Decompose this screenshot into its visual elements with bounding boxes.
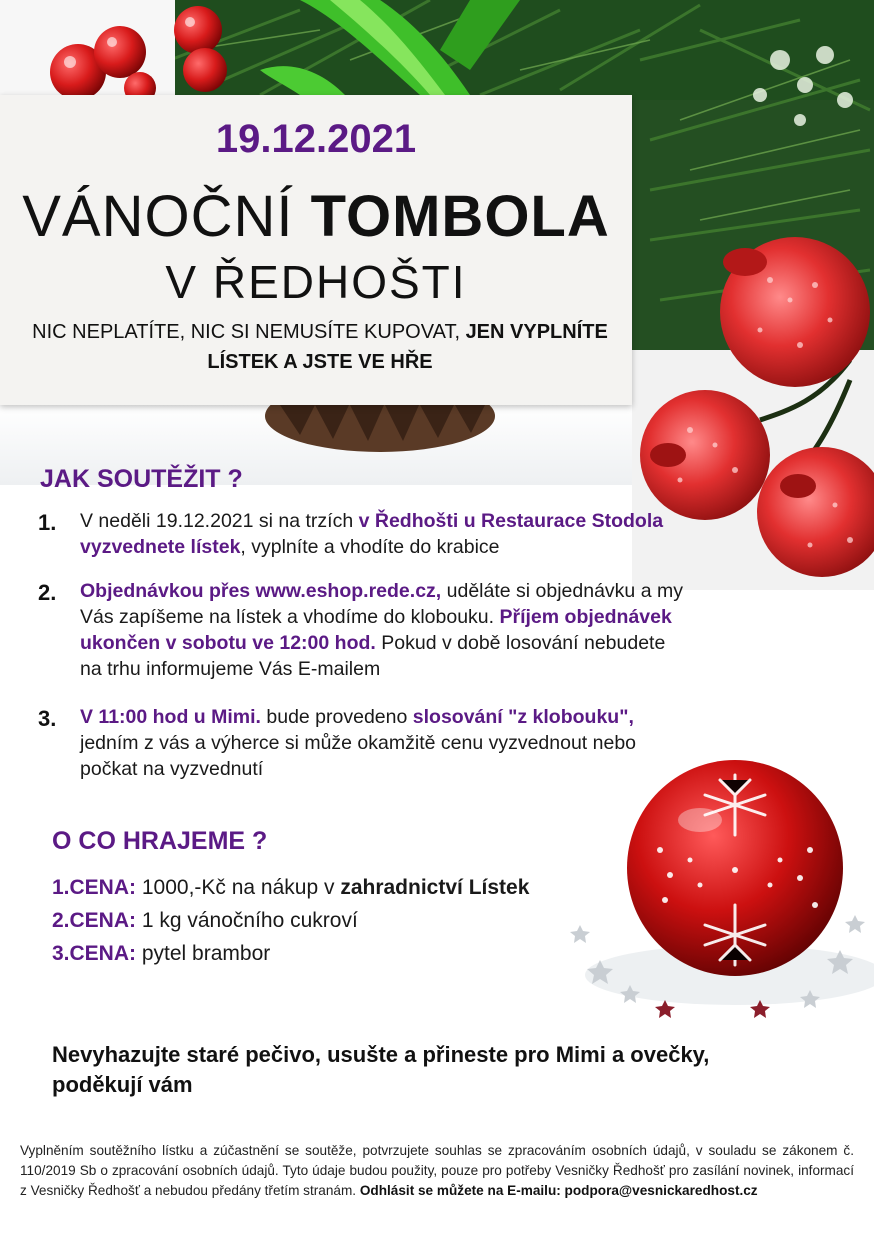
- title-word-1: VÁNOČNÍ: [22, 184, 294, 249]
- step-text: [80, 508, 690, 560]
- prize-2: [52, 909, 358, 933]
- step-text-part: uděláte si objednávku a my Vás zapíšeme na lístek a vhodíme do klobouku.: [80, 580, 683, 628]
- step-highlight: v Ředhošti u Restaurace Stodola vyzvednete lístek: [80, 510, 664, 558]
- step-text-part: , vyplníte a vhodíte do krabice: [240, 536, 500, 558]
- step-text-part: Pokud v době losování nebudete na trhu informujeme Vás E-mailem: [80, 632, 666, 680]
- step-text-part: jedním z vás a výherce si může okamžitě cenu vyzvednout nebo počkat na vyzvednutí: [80, 732, 637, 780]
- privacy-footer: [20, 1141, 854, 1201]
- prize-1: [52, 876, 529, 900]
- step-highlight: V 11:00 hod u Mimi.: [80, 706, 261, 728]
- step-text-part: bude provedeno: [260, 706, 413, 728]
- subtitle: [30, 317, 610, 377]
- prize-text: pytel brambor: [136, 942, 271, 965]
- step-highlight: Příjem objednávek ukončen v sobotu ve 12:00 hod.: [80, 606, 672, 654]
- prize-text: 1000,-Kč na nákup v: [136, 876, 341, 899]
- step-number: 1.: [38, 510, 57, 535]
- title-word-2: TOMBOLA: [310, 184, 610, 249]
- prize-label: 1.CENA:: [52, 876, 137, 899]
- red-berries-icon: [0, 0, 227, 104]
- subtitle-part-2: JEN VYPLNÍTE LÍSTEK A JSTE VE HŘE: [207, 321, 608, 373]
- step-number: 2.: [38, 580, 57, 605]
- prizes-heading: O CO HRAJEME ?: [52, 827, 268, 855]
- prize-3: [52, 942, 270, 966]
- event-date: 19.12.2021: [215, 117, 417, 161]
- prize-label: 3.CENA:: [52, 942, 137, 965]
- page-title: [0, 183, 632, 250]
- unsubscribe-email[interactable]: Odhlásit se můžete na E-mailu: podpora@vesnickaredhost.cz: [359, 1183, 758, 1198]
- bread-note: Nevyhazujte staré pečivo, usušte a přineste pro Mimi a ovečky, poděkují vám: [52, 1042, 710, 1097]
- subtitle-part-1: NIC NEPLATÍTE, NIC SI NEMUSÍTE KUPOVAT,: [32, 321, 460, 343]
- step-highlight: Objednávkou přes www.eshop.rede.cz,: [80, 580, 442, 602]
- privacy-text: Vyplněním soutěžního lístku a zúčastnění se soutěže, potvrzujete souhlas se zpracováním osobních údajů, v souladu se zákonem č. 110/2019 Sb o zpracování osobních údajů. Tyto údaje budou použity, pouze pro potřeby Vesničky Ředhošť pro zasílání novinek, informací z Vesničky Ředhošť a nebudou předány třetím stranám.: [20, 1143, 854, 1198]
- title-box: [0, 95, 632, 405]
- step-text: [80, 704, 690, 782]
- christmas-ornament-icon: [585, 760, 874, 1005]
- step-highlight: slosování "z klobouku",: [412, 706, 634, 728]
- step-text: [80, 578, 690, 682]
- step-text-part: V neděli 19.12.2021 si na trzích: [80, 510, 359, 532]
- step-number: 3.: [38, 706, 57, 731]
- prize-label: 2.CENA:: [52, 909, 137, 932]
- title-location: V ŘEDHOŠTI: [165, 256, 467, 308]
- prize-bold: zahradnictví Lístek: [340, 876, 530, 899]
- prize-text: 1 kg vánočního cukroví: [136, 909, 358, 932]
- how-heading: JAK SOUTĚŽIT ?: [40, 465, 243, 493]
